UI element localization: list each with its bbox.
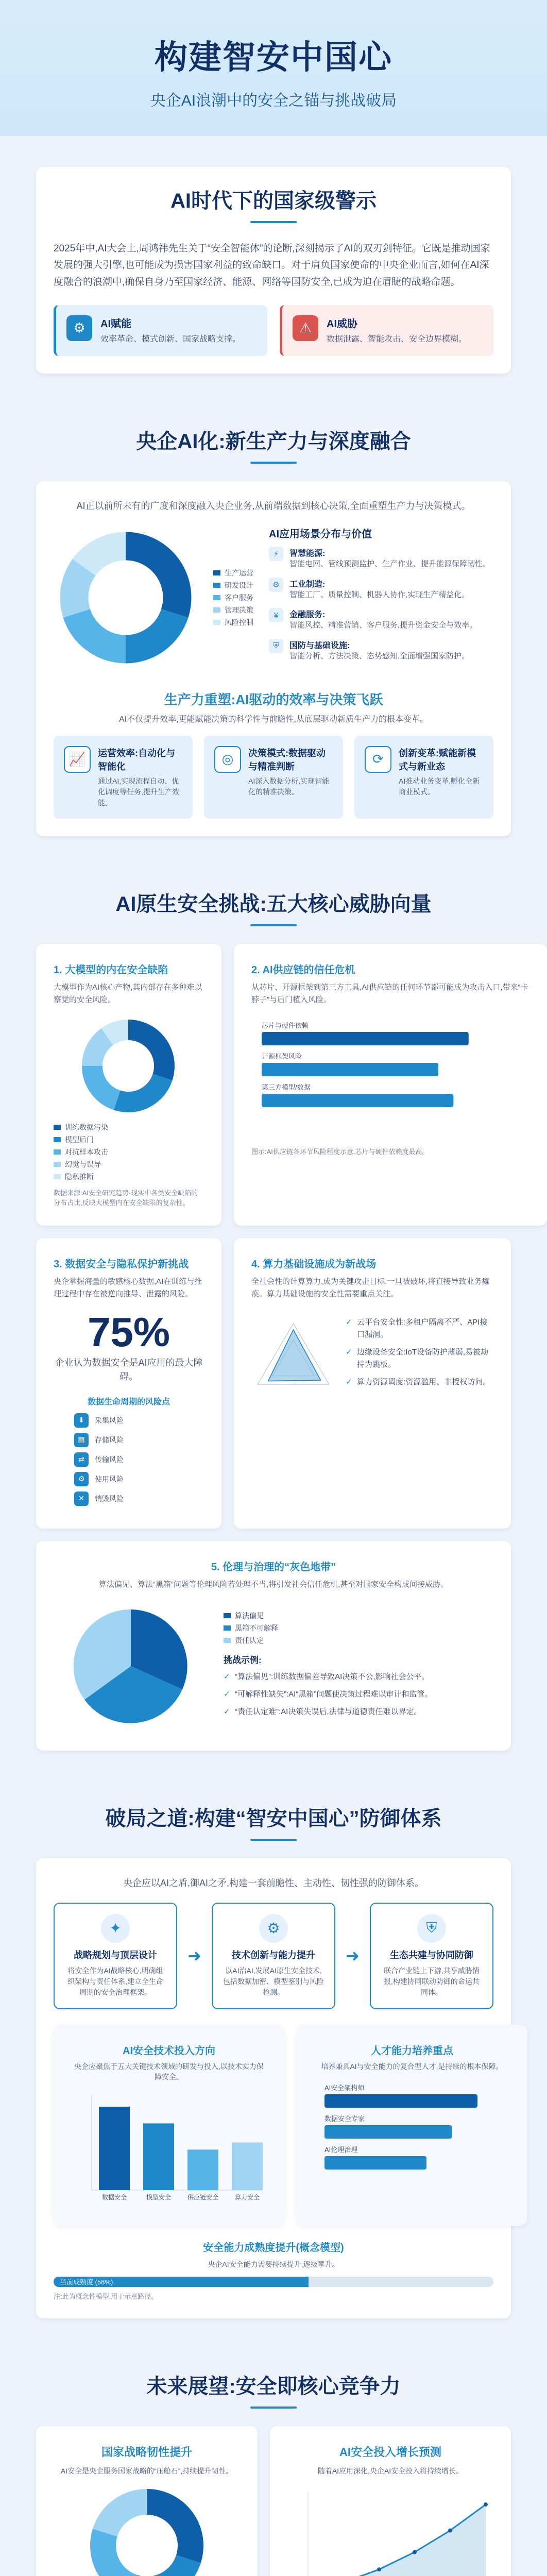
threat-desc: 大模型作为AI核心产物,其内部存在多种难以察觉的安全风险。 xyxy=(54,982,202,1004)
section-title-defense: 破局之道:构建“智安中国心”防御体系 xyxy=(36,1802,511,1841)
threat-desc: 算法偏见、算法“黑箱”问题等伦理风险若处理不当,将引发社会信任危机,甚至对国家安全构成间接威胁。 xyxy=(98,1580,449,1589)
bar-label: 芯片与硬件依赖 xyxy=(262,1021,309,1029)
warning-paragraph: 2025年中,AI大会上,周鸿祎先生关于“安全智能体”的论断,深刻揭示了AI的双刃剑特征。它既是推动国家发展的强大引擎,也可能成为损害国家利益的致命缺口。对于肩负国家使命的中央企业而言,如何在AI深度融合的浪潮中,确保自身乃至国家经济、能源、网络等国防安全,已成为迫在眉睫的战略命题。 xyxy=(54,243,490,287)
section-title-threats: AI原生安全挑战:五大核心威胁向量 xyxy=(36,888,511,926)
legend-item: 管理决策 xyxy=(225,605,253,614)
scenario-donut-chart xyxy=(54,526,198,670)
chart-desc: 培养兼具AI与安全能力的复合型人才,是持续的根本保障。 xyxy=(321,2062,503,2071)
storage-icon: ▤ xyxy=(74,1433,89,1447)
maturity-progress xyxy=(54,2239,493,2301)
threat-title: 1. 大模型的内在安全缺陷 xyxy=(54,964,168,976)
bar xyxy=(99,2107,130,2190)
collect-icon: ⬇ xyxy=(74,1413,89,1428)
section-title-productivity: 央企AI化:新生产力与深度融合 xyxy=(36,425,511,464)
strategy-step: ✦ 战略规划与顶层设计 将安全作为AI战略核心,明确组织架构与责任体系,建立全生命周期的安全治理框架。 xyxy=(54,1903,177,2009)
x-tick-label: 模型安全 xyxy=(146,2193,172,2201)
resilience-donut-chart xyxy=(80,2484,214,2576)
type-row: ⚙ 使用风险 xyxy=(74,1472,183,1486)
shield-icon: ⛨ xyxy=(269,639,283,653)
threat-card-2 xyxy=(234,944,547,1226)
productivity-note: AI正以前所未有的广度和深度融入央企业务,从前端数据到核心决策,全面重塑生产力与决策模式。 xyxy=(76,500,471,511)
resilience-card xyxy=(36,2426,258,2576)
progress-caption: 注:此为概念性模型,用于示意路径。 xyxy=(54,2292,158,2300)
progress-title: 安全能力成熟度提升(概念模型) xyxy=(203,2242,344,2253)
page-subtitle: 央企AI浪潮中的安全之锚与挑战破局 xyxy=(150,92,397,109)
legend-item: 研发设计 xyxy=(225,581,253,589)
threat-desc: 从芯片、开源框架到第三方工具,AI供应链的任何环节都可能成为攻击入口,带来“卡脖子”与后门植入风险。 xyxy=(251,982,528,1004)
threat-card-3 xyxy=(36,1238,221,1529)
x-tick-label: 数据安全 xyxy=(101,2193,127,2201)
big-stat: 75% xyxy=(87,1309,170,1355)
type-row: ▤ 存储风险 xyxy=(74,1433,183,1447)
donut-legend xyxy=(213,566,253,630)
defense-card xyxy=(36,1858,511,2318)
energy-icon: ⚡ xyxy=(269,547,283,561)
compute-risk-list: ✓ 云平台安全性:多租户隔离不严、API接口漏洞。 ✓ 边缘设备安全:IoT设备防护薄弱,易被劫持为跳板。 ✓ 算力资源调度:资源滥用、非授权访问。 xyxy=(346,1316,493,1394)
app-list-title: AI应用场景分布与价值 xyxy=(269,529,372,540)
warning-card xyxy=(36,167,511,374)
progress-track xyxy=(54,2277,493,2287)
forecast-area-chart xyxy=(287,2484,493,2576)
bar-label: AI伦理治理 xyxy=(324,2145,358,2154)
threat-card-5 xyxy=(36,1541,511,1751)
data-point xyxy=(413,2550,417,2554)
tech-step: ⚙ 技术创新与能力提升 以AI治AI,发展AI原生安全技术,包括数据加密、模型鉴别与风险检测。 xyxy=(212,1903,335,2009)
risk-title: 挑战示例: xyxy=(224,1655,262,1666)
arrow-right-icon: ➜ xyxy=(346,1946,360,1965)
use-icon: ⚙ xyxy=(74,1472,89,1486)
progress-desc: 央企AI安全能力需要持续提升,逐级攀升。 xyxy=(208,2260,339,2268)
chart-title: 国家战略韧性提升 xyxy=(101,2445,192,2459)
x-tick-label: 算力安全 xyxy=(234,2193,260,2201)
bar-label: 数据安全专家 xyxy=(324,2114,365,2123)
tech-investment-bar-chart xyxy=(71,2087,267,2206)
threat-caption: 图示:AI供应链各环节风险程度示意,芯片与硬件依赖度最高。 xyxy=(251,1147,429,1156)
chart-desc: 随着AI应用深化,央企AI安全投入将持续增长。 xyxy=(317,2466,464,2475)
chart-desc: AI安全是央企服务国家战略的“压舱石”,持续提升韧性。 xyxy=(60,2466,233,2475)
app-item: ⚙ 工业制造: 智能工厂、质量控制、机器人协作,实现生产精益化。 xyxy=(269,578,493,601)
defect-donut-chart xyxy=(54,1014,203,1117)
chip-icon: ⚙ xyxy=(259,1914,288,1943)
chart-title: AI安全投入增长预测 xyxy=(339,2445,441,2459)
types-title: 数据生命周期的风险点 xyxy=(87,1397,170,1406)
radar-chart xyxy=(251,1309,335,1401)
bar-label: AI安全架构师 xyxy=(324,2083,365,2092)
page-header xyxy=(0,0,547,136)
delete-icon: ✕ xyxy=(74,1492,89,1506)
finance-icon: ¥ xyxy=(269,608,283,622)
app-item: ⛨ 国防与基础设施: 智能分析、方法决策、态势感知,全面增强国家防护。 xyxy=(269,639,493,663)
supply-chain-bar-chart xyxy=(251,1014,529,1138)
threat-desc: 全社会性的计算算力,成为关键攻击目标,一旦被破坏,将直接导致业务瘫痪。算力基础设施的安全性需要重点关注。 xyxy=(251,1277,490,1298)
shield-icon: ⛨ xyxy=(417,1914,446,1943)
section-threats xyxy=(0,857,547,1771)
efficiency-box: 📈 运营效率:自动化与智能化 通过AI,实现流程自动、优化调度等任务,提升生产效能。 xyxy=(54,736,193,819)
bar xyxy=(143,2123,174,2190)
productivity-card xyxy=(36,481,511,836)
chart-icon: 📈 xyxy=(64,746,91,773)
chip-icon: ⚙ xyxy=(66,315,92,341)
defense-flow xyxy=(54,1903,493,2009)
threat-desc: 央企掌握海量的敏感核心数据,AI在训练与推理过程中存在被逆向推导、泄露的风险。 xyxy=(54,1277,202,1298)
transfer-icon: ⇄ xyxy=(74,1452,89,1467)
defect-legend: 训练数据污染 模型后门 对抗样本攻击 幻觉与误导 隐私推断 xyxy=(54,1122,204,1182)
threat-caption: 数据来源:AI安全研究趋势·现实中各类安全缺陷的分布占比,反映大模型内在安全缺陷的复杂性。 xyxy=(54,1189,198,1207)
tip-title: AI赋能 xyxy=(100,318,131,330)
section-title-warning: AI时代下的国家级警示 xyxy=(54,184,493,223)
type-row: ⬇ 采集风险 xyxy=(74,1413,183,1428)
productivity-subtext: AI不仅提升效率,更能赋能决策的科学性与前瞻性,从底层驱动新质生产力的根本变革。 xyxy=(118,715,428,724)
section-productivity xyxy=(0,394,547,857)
bar xyxy=(324,2156,426,2170)
bar xyxy=(324,2094,477,2108)
tip-title: AI威胁 xyxy=(327,318,357,330)
section-warning xyxy=(0,136,547,394)
app-item: ⚡ 智慧能源: 智能电网、管线预测监护、生产作业、提升能源保障韧性。 xyxy=(269,547,493,570)
threat-title: 4. 算力基础设施成为新战场 xyxy=(251,1258,377,1270)
x-tick-label: 供应链安全 xyxy=(187,2193,219,2201)
ai-empower-tip xyxy=(54,305,267,356)
bar xyxy=(324,2125,452,2139)
bar-label: 开源框架风险 xyxy=(262,1052,302,1060)
app-scenario-list xyxy=(269,526,493,669)
bar xyxy=(232,2142,263,2190)
data-point xyxy=(448,2528,452,2532)
bar xyxy=(262,1063,438,1076)
tip-text: 效率革命、模式创新、国家战略支撑。 xyxy=(100,334,241,344)
type-row: ✕ 销毁风险 xyxy=(74,1492,183,1506)
threat-card-1 xyxy=(36,944,221,1226)
bar xyxy=(262,1032,469,1045)
ethics-legend: 算法偏见 黑箱不可解释 责任认定 xyxy=(224,1611,493,1646)
target-icon: ◎ xyxy=(214,746,241,773)
threat-title: 2. AI供应链的信任危机 xyxy=(251,964,355,976)
chart-desc: 央企应聚焦于五大关键技术领域的研发与投入,以技术实力保障安全。 xyxy=(74,2062,264,2081)
productivity-subtitle: 生产力重塑:AI驱动的效率与决策飞跃 xyxy=(164,691,383,707)
chart-title: 人才能力培养重点 xyxy=(371,2045,453,2057)
threat-title: 3. 数据安全与隐私保护新挑战 xyxy=(54,1258,189,1270)
talent-bar-chart xyxy=(314,2077,510,2195)
bar-label: 第三方模型/数据 xyxy=(262,1083,311,1091)
chart-title: AI安全技术投入方向 xyxy=(123,2045,215,2057)
talent-card xyxy=(297,2025,527,2226)
ethics-risk-list: ✓ “算法偏见”:训练数据偏差导致AI决策不公,影响社会公平。 ✓ “可解释性缺失”:AI“黑箱”问题使决策过程难以审计和监管。 ✓ “责任认定难”:AI决策失误后,法律与道德责任难以界定。 xyxy=(224,1671,493,1718)
legend-item: 风险控制 xyxy=(225,618,253,626)
section-defense xyxy=(0,1771,547,2339)
decision-box: ◎ 决策模式:数据驱动与精准判断 AI深入数据分析,实现智能化的精准决策。 xyxy=(204,736,343,819)
ai-threat-tip xyxy=(280,305,493,356)
threat-card-4 xyxy=(234,1238,511,1529)
ethics-pie-chart xyxy=(54,1599,208,1733)
investment-forecast-card xyxy=(270,2426,511,2576)
factory-icon: ⚙ xyxy=(269,578,283,592)
bar xyxy=(262,1094,453,1107)
bar xyxy=(187,2149,218,2190)
innovation-box: ⟳ 创新变革:赋能新模式与新业态 AI推动业务变革,孵化全新商业模式。 xyxy=(354,736,493,819)
legend-item: 客户服务 xyxy=(225,593,253,602)
section-future xyxy=(0,2339,547,2576)
data-point xyxy=(484,2502,488,2506)
legend-item: 生产运营 xyxy=(225,568,253,577)
big-stat-caption: 企业认为数据安全是AI应用的最大障碍。 xyxy=(55,1357,203,1382)
progress-fill: 当前成熟度 (58%) xyxy=(54,2277,309,2287)
threat-title: 5. 伦理与治理的“灰色地带” xyxy=(211,1561,336,1573)
type-row: ⇄ 传输风险 xyxy=(74,1452,183,1467)
defense-note: 央企应以AI之盾,御AI之矛,构建一套前瞻性、主动性、韧性强的防御体系。 xyxy=(123,1877,424,1888)
arrow-right-icon: ➜ xyxy=(187,1946,201,1965)
refresh-icon: ⟳ xyxy=(365,746,391,773)
app-item: ¥ 金融服务: 智能风控、精准营销、客户服务,提升资金安全与效率。 xyxy=(269,608,493,632)
section-title-future: 未来展望:安全即核心竞争力 xyxy=(36,2370,511,2409)
tip-text: 数据泄露、智能攻击、安全边界模糊。 xyxy=(327,334,467,344)
ecosystem-step: ⛨ 生态共建与协同防御 联合产业链上下游,共享威胁情报,构建协同联动防御的命运共同体。 xyxy=(370,1903,493,2009)
area-fill xyxy=(308,2504,486,2576)
page-title: 构建智安中国心 xyxy=(155,39,392,76)
data-point xyxy=(377,2567,381,2571)
lightbulb-icon: ✦ xyxy=(101,1914,130,1943)
warning-icon: ⚠ xyxy=(293,315,318,341)
tech-investment-card xyxy=(54,2025,284,2226)
